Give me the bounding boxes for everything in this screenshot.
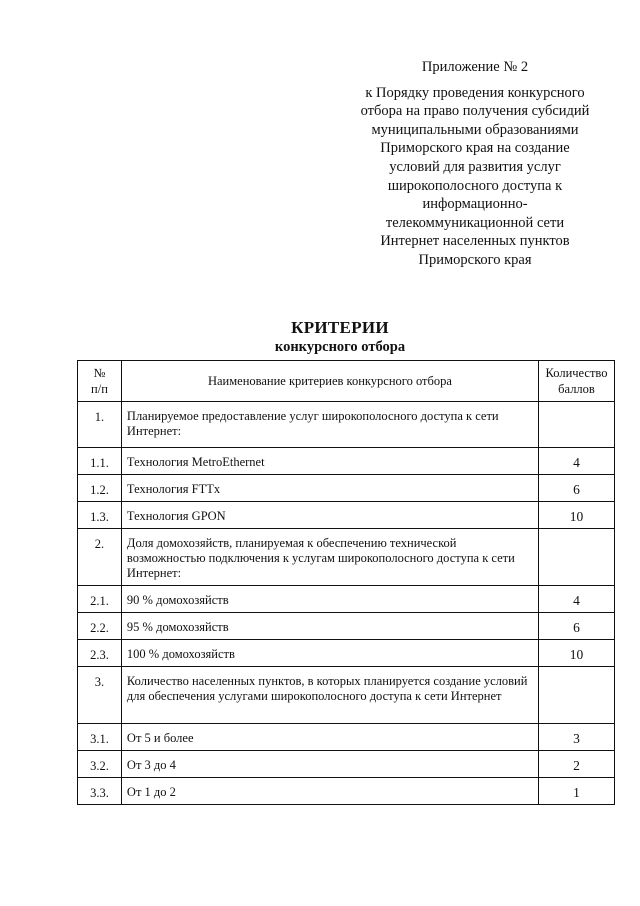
table-row bbox=[78, 402, 615, 448]
row-criteria: Количество населенных пунктов, в которых планируется создание условий для обеспечения услугами широкополосного доступа к сети Интернет bbox=[121, 667, 538, 724]
table-row bbox=[78, 586, 615, 613]
row-score: 4 bbox=[539, 586, 615, 613]
table-row bbox=[78, 640, 615, 667]
row-score bbox=[539, 402, 615, 448]
table-row bbox=[78, 502, 615, 529]
row-number: 3. bbox=[78, 667, 122, 724]
header-score-line1: Количество bbox=[545, 366, 608, 380]
appendix-line: Приморского края на создание bbox=[380, 140, 570, 157]
row-score: 6 bbox=[539, 613, 615, 640]
appendix-line: широкополосного доступа к bbox=[387, 177, 563, 194]
appendix-line: информационно- bbox=[422, 196, 528, 213]
appendix-block bbox=[330, 58, 620, 270]
page-title: КРИТЕРИИ bbox=[291, 318, 389, 337]
header-criteria-name: Наименование критериев конкурсного отбора bbox=[121, 361, 538, 402]
header-number-line2: п/п bbox=[91, 382, 108, 396]
table-row bbox=[78, 529, 615, 586]
criteria-table bbox=[77, 360, 615, 805]
row-criteria: 95 % домохозяйств bbox=[121, 613, 538, 640]
row-criteria: Доля домохозяйств, планируемая к обеспечению технической возможностью подключения к услугам широкополосного доступа к сети Интернет: bbox=[121, 529, 538, 586]
row-criteria: Технология MetroEthernet bbox=[121, 448, 538, 475]
row-criteria: От 3 до 4 bbox=[121, 751, 538, 778]
table-row bbox=[78, 613, 615, 640]
row-score: 2 bbox=[539, 751, 615, 778]
header-number bbox=[78, 361, 122, 402]
row-criteria: Технология FTTx bbox=[121, 475, 538, 502]
header-score bbox=[539, 361, 615, 402]
row-score: 4 bbox=[539, 448, 615, 475]
row-score bbox=[539, 529, 615, 586]
row-criteria: Технология GPON bbox=[121, 502, 538, 529]
appendix-line: отбора на право получения субсидий bbox=[360, 103, 590, 120]
page-subtitle: конкурсного отбора bbox=[274, 339, 406, 355]
row-number: 3.1. bbox=[78, 724, 122, 751]
row-criteria: 100 % домохозяйств bbox=[121, 640, 538, 667]
row-number: 3.2. bbox=[78, 751, 122, 778]
row-score: 10 bbox=[539, 502, 615, 529]
row-number: 1.3. bbox=[78, 502, 122, 529]
table-row bbox=[78, 667, 615, 724]
row-number: 2.3. bbox=[78, 640, 122, 667]
appendix-line: Приморского края bbox=[418, 251, 532, 268]
row-number: 1. bbox=[78, 402, 122, 448]
table-row bbox=[78, 724, 615, 751]
appendix-line: муниципальными образованиями bbox=[371, 121, 579, 138]
appendix-line: телекоммуникационной сети bbox=[385, 214, 565, 231]
row-score: 10 bbox=[539, 640, 615, 667]
row-number: 1.1. bbox=[78, 448, 122, 475]
table-row bbox=[78, 448, 615, 475]
row-criteria: От 1 до 2 bbox=[121, 778, 538, 805]
table-row bbox=[78, 778, 615, 805]
header-score-line2: баллов bbox=[558, 382, 595, 396]
row-number: 2.1. bbox=[78, 586, 122, 613]
row-number: 3.3. bbox=[78, 778, 122, 805]
document-heading bbox=[75, 318, 605, 356]
row-score: 3 bbox=[539, 724, 615, 751]
appendix-line: Интернет населенных пунктов bbox=[380, 233, 570, 250]
row-score: 6 bbox=[539, 475, 615, 502]
table-row bbox=[78, 475, 615, 502]
row-criteria: От 5 и более bbox=[121, 724, 538, 751]
row-score: 1 bbox=[539, 778, 615, 805]
row-number: 1.2. bbox=[78, 475, 122, 502]
appendix-title: Приложение № 2 bbox=[421, 59, 529, 75]
row-number: 2. bbox=[78, 529, 122, 586]
appendix-line: условий для развития услуг bbox=[389, 158, 561, 175]
row-criteria: Планируемое предоставление услуг широкополосного доступа к сети Интернет: bbox=[121, 402, 538, 448]
table-header-row bbox=[78, 361, 615, 402]
row-number: 2.2. bbox=[78, 613, 122, 640]
row-score bbox=[539, 667, 615, 724]
row-criteria: 90 % домохозяйств bbox=[121, 586, 538, 613]
appendix-line: к Порядку проведения конкурсного bbox=[365, 84, 585, 101]
header-number-line1: № bbox=[93, 366, 106, 380]
table-row bbox=[78, 751, 615, 778]
